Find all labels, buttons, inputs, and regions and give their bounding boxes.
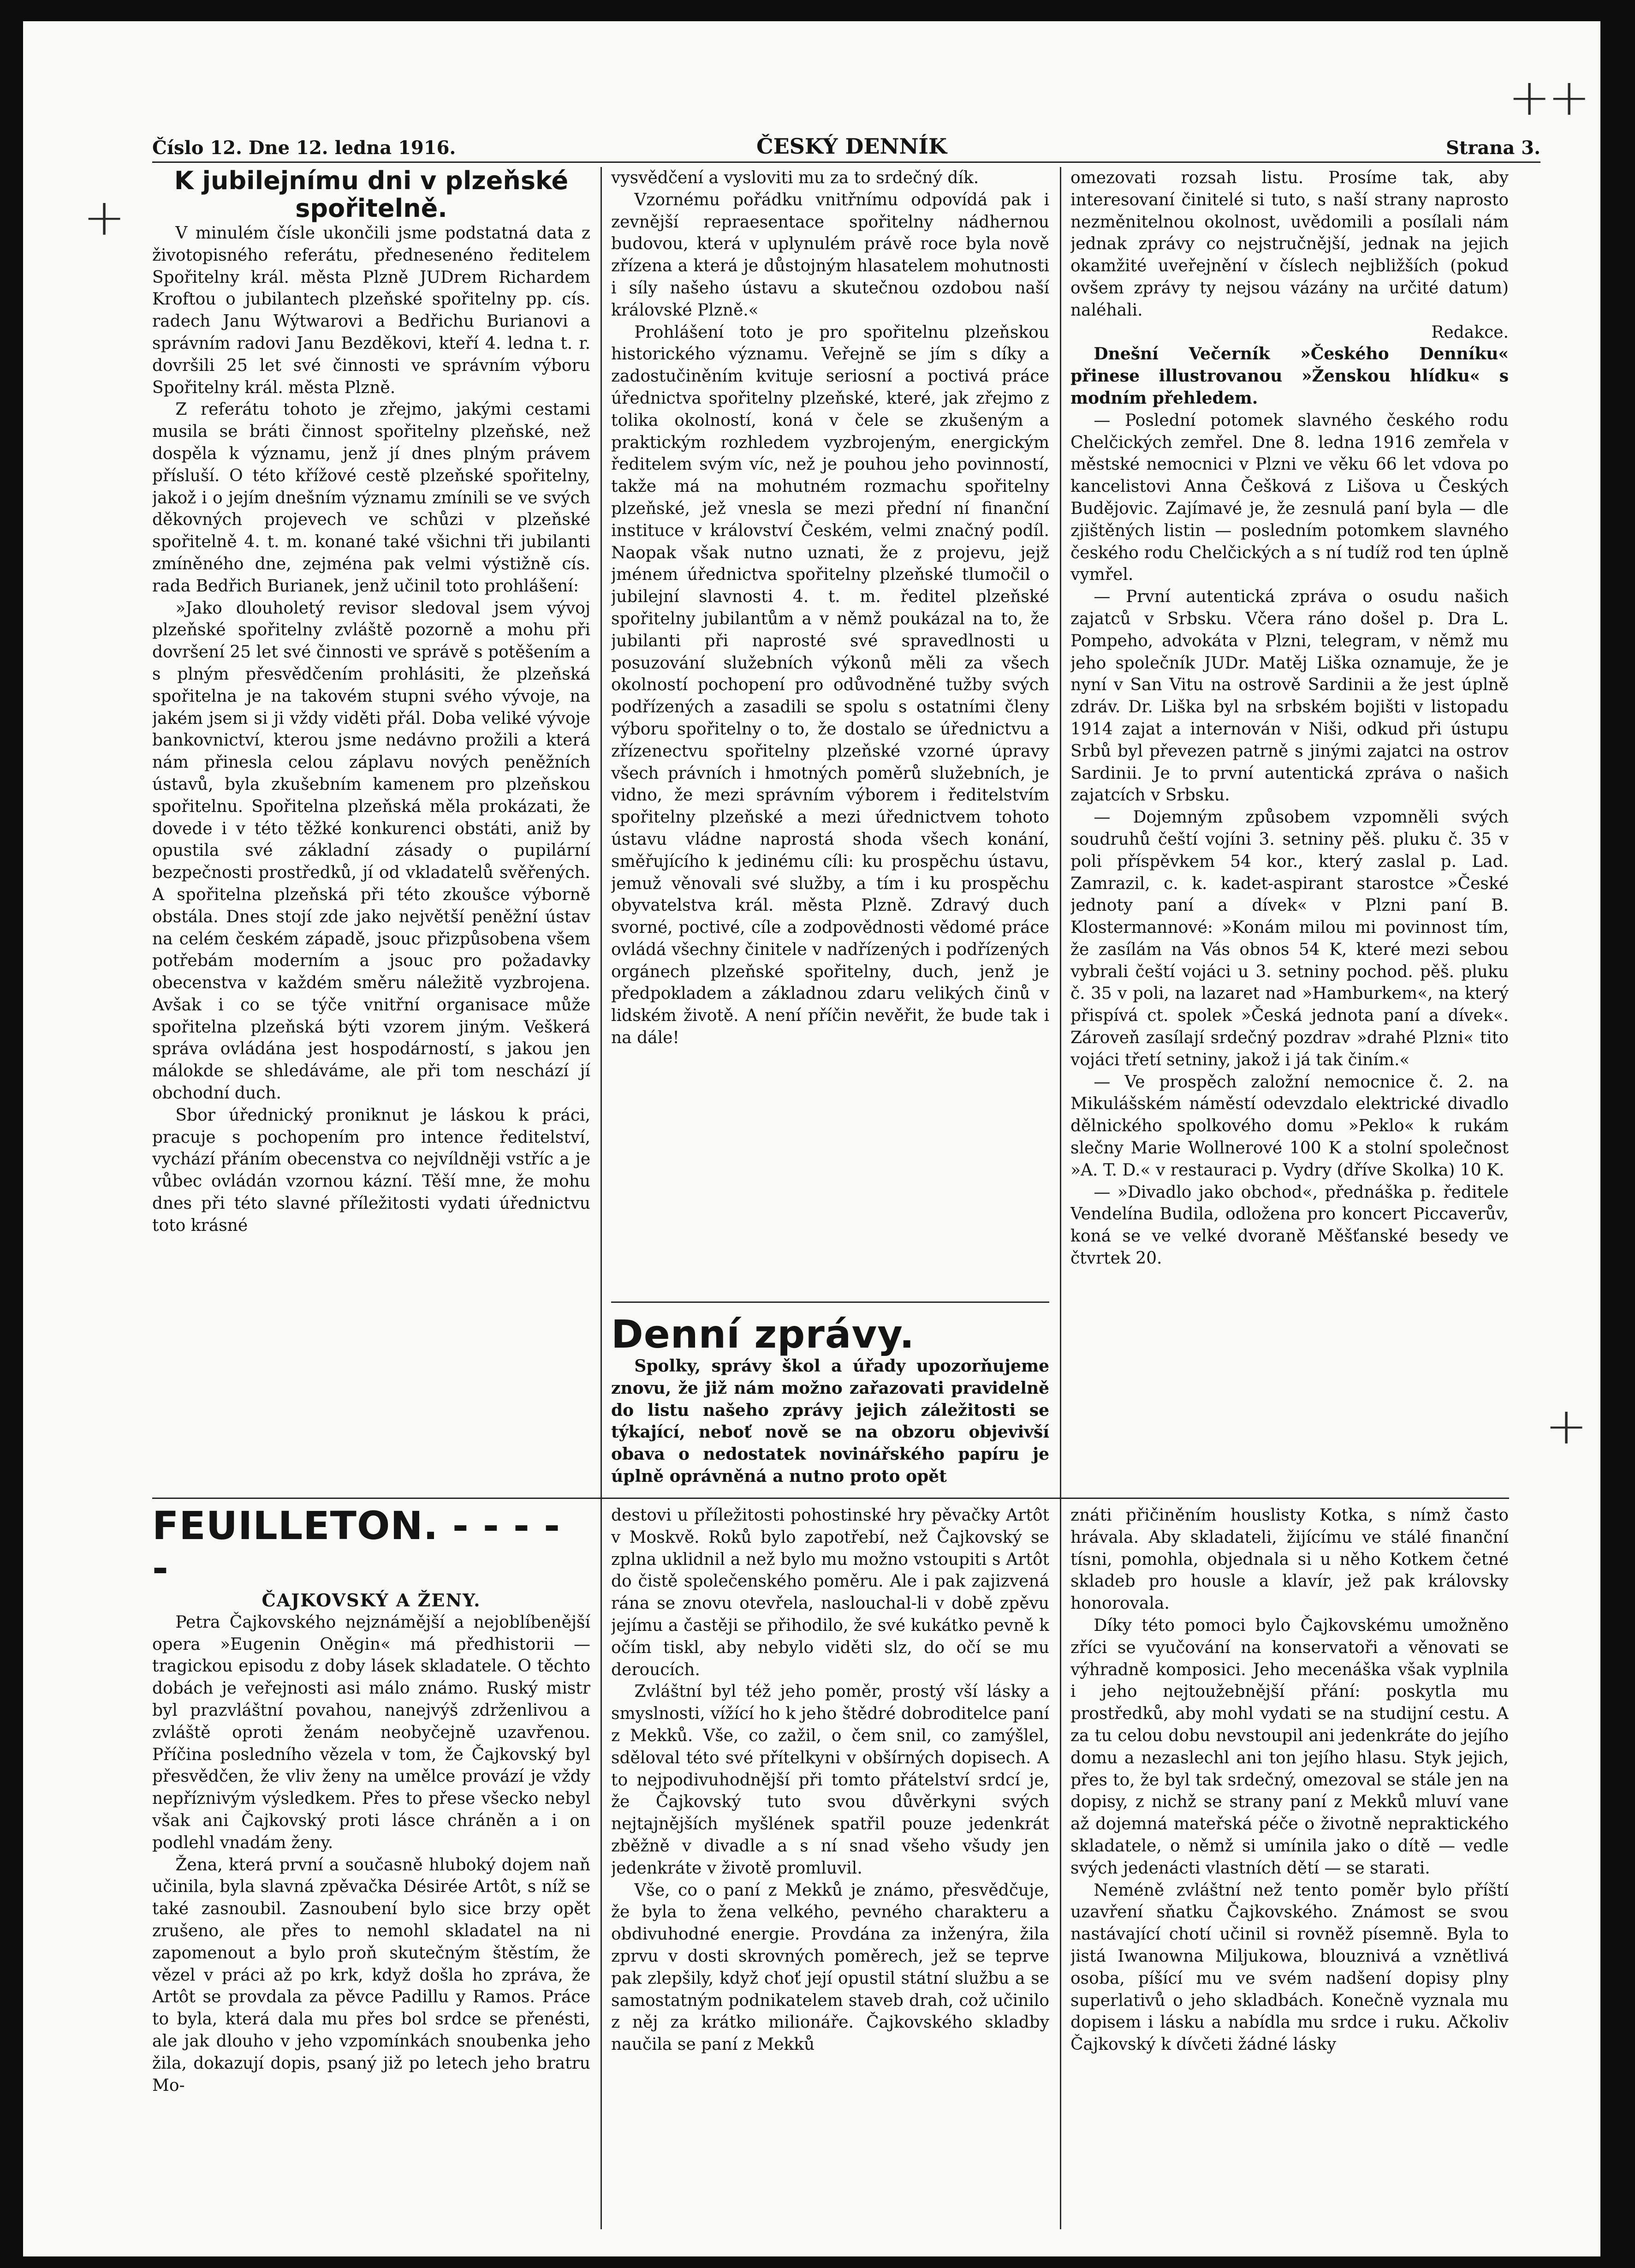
daily-news-column bbox=[1070, 167, 1509, 1491]
jubilee-paragraph: Vzornému pořádku vnitřnímu odpovídá pak i zevnější repraesentace spořitelny nádhernou budovou, která v uplynulém právě roce byla nově zřízena a která je důstojným hlasatelem mohutnosti i síly našeho ústavu a skutečnou ozdobou naší královské Plzně.« bbox=[611, 190, 1049, 320]
feuilleton-paragraph: Díky této pomoci bylo Čajkovskému umožněno zříci se vyučování na konservatoři a věnovati se výhradně komposici. Jeho mecenáška však vyplnila i jeho nejtoužebnější přání: poskytla mu prostředků, aby mohl vydati se na studijní cestu. A za tu celou dobu nevstoupil ani jedenkráte do jejího domu a nezaslechl ani ton jejího hlasu. Styk jejich, přes to, že byl tak srdečný, omezoval se stále jen na dopisy, z nichž se strany paní z Mekků mluví vane až dojemná mateřská péče o životně nepraktického skladatele, o němž si umínila jako o dítě — vedle svých jedenácti vlastních dětí — se starati. bbox=[1070, 1616, 1509, 1878]
news-paragraph: Dnešní Večerník »Českého Denníku« přinese illustrovanou »Ženskou hlídku« s modním přehledem. bbox=[1070, 344, 1509, 408]
section-rule bbox=[611, 1301, 1049, 1303]
jubilee-paragraph: Sbor úřednický proniknut je láskou k práci, pracuje s pochopením pro intence ředitelství, vychází přáním obecenstva co nejvíldněji vstříc a je vůbec ovládán vzornou kázní. Těší mne, že mohu dnes při této slavné příležitosti vydati úřednictvu toto krásné bbox=[152, 1105, 590, 1235]
jubilee-article-continued bbox=[611, 167, 1049, 1295]
feuilleton-column-3 bbox=[1070, 1504, 1509, 2233]
page-mark-left-cross: + bbox=[83, 188, 126, 247]
feuilleton-paragraph: Žena, která první a současně hluboký dojem naň učinila, byla slavná zpěvačka Désirée Artôt, s níž se také zasnoubil. Zasnoubení bylo sice brzy opět zrušeno, ale přes to nemohl skladatel na ni zapomenout a bylo proň skutečným štěstím, že vězel v práci až po krk, když došla ho zpráva, že Artôt se provdala za pěvce Padillu y Ramos. Práce to byla, která dala mu přes bol srdce se přenésti, ale jak dlouho v jeho vzpomínkách snoubenka jeho žila, dokazují dopis, psaný již po letech jeho bratru Mo- bbox=[152, 1855, 590, 2095]
feuilleton-paragraph: destovi u příležitosti pohostinské hry pěvačky Artôt v Moskvě. Roků bylo zapotřebí, než Čajkovský se zplna uklidnil a než bylo mu možno vstoupiti s Artôt do čistě společenského poměru. Ale i pak zajizvená rána se znovu otevřela, naslouchal-li v době zpěvu jejímu a častěji se přihodilo, že své kukátko pevně k očím tiskl, aby nebylo viděti slz, do očí se mu deroucích. bbox=[611, 1506, 1049, 1679]
feuilleton-title: FEUILLETON. - - - - - bbox=[152, 1504, 561, 1591]
news-paragraph: — »Divadlo jako obchod«, přednáška p. ředitele Vendelína Budila, odložena pro koncert Piccaverův, koná se ve velké dvoraně Měšťanské besedy ve čtvrtek 20. bbox=[1070, 1182, 1509, 1268]
jubilee-paragraph: V minulém čísle ukončili jsme podstatná data z životopisného referátu, přednesenéno ředitelem Spořitelny král. města Plzně JUDrem Richardem Kroftou o jubilantech plzeňské spořitelny pp. cís. radech Janu Wýtwarovi a Bedřichu Burianovi a správním radovi Janu Bezděkovi, kteří 4. ledna t. r. dovršili 25 let své činnosti ve správním výboru Spořitelny král. města Plzně. bbox=[152, 224, 590, 397]
feuilleton-rule bbox=[152, 1498, 1509, 1499]
daily-news-section bbox=[611, 1313, 1049, 1491]
jubilee-paragraph: Z referátu tohoto je zřejmo, jakými cestami musila se bráti činnost spořitelny plzeňské, než dospěla k významu, jenž jí dnes plným právem přísluší. O této křížové cestě plzeňské spořitelny, jakož i o jejím dnešním významu zmínili se ve svých děkovných projevech ve schůzi v plzeňské spořitelně 4. t. m. konané také všichni tři jubilanti zmíněného dne, zejména pak velmi výstižně cís. rada Bedřich Burianek, jenž učinil toto prohlášení: bbox=[152, 400, 590, 596]
daily-news-intro: Spolky, správy škol a úřady upozorňujeme znovu, že již nám možno zařazovati pravidelně do listu našeho zprávy jejich záležitosti se týkající, neboť nově se na obzoru objevivší obava o nedostatek novinářského papíru je úplně oprávněná a nutno proto opět bbox=[611, 1356, 1049, 1486]
page-mark-right-cross: + bbox=[1545, 1397, 1588, 1456]
feuilleton-column-1 bbox=[152, 1504, 590, 2233]
newspaper-page bbox=[23, 21, 1600, 2256]
page-header bbox=[152, 134, 1540, 163]
column-rule bbox=[600, 167, 602, 2229]
news-paragraph: — Poslední potomek slavného českého rodu Chelčických zemřel. Dne 8. ledna 1916 zemřela v městské nemocnici v Plzni ve věku 66 let vdova po kancelistovi Anna Češková z Lišova u Českých Budějovic. Zajímavé je, že zesnulá paní byla — dle zjištěných listin — posledním potomkem slavného českého rodu Chelčických a s ní tudíž rod ten úplně vymřel. bbox=[1070, 411, 1509, 585]
news-paragraph: — Dojemným způsobem vzpomněli svých soudruhů čeští vojíni 3. setniny pěš. pluku č. 35 v poli příspěvkem 54 kor., který zaslal p. Lad. Zamrazil, c. k. kadet-aspirant starostce »České jednoty paní a dívek« v Plzni paní B. Klostermannové: »Konám milou mi povinnost tím, že zasílám na Vás obnos 54 K, které mezi sebou vybrali čeští vojáci u 3. setniny pochod. pěš. pluku č. 35 v poli, na lazaret nad »Hamburkem«, na který přispívá ct. spolek »Česká jednota paní a dívek«. Zároveň zasílají srdečný pozdrav »drahé Plzni« tito vojáci třetí setniny, jakož i já tak činím.« bbox=[1070, 808, 1509, 1069]
feuilleton-column-2 bbox=[611, 1504, 1049, 2233]
jubilee-headline: K jubilejnímu dni v plzeňské spořitelně. bbox=[174, 167, 569, 223]
jubilee-paragraph: Prohlášení toto je pro spořitelnu plzeňskou historického významu. Veřejně se jím s díky a zadostučiněním kvituje seriosní a poctivá práce úřednictva spořitelny plzeňské, které, jak zřejmo z tolika okolností, koná v čele se zkušeným a praktickým rozhledem vyzbrojeným, energickým ředitelem svým víc, než je pouhou jeho povinností, takže má na mohutném rozmachu spořitelny plzeňské, jež vnesla se mezi přední ní finanční instituce v království Českém, velmi značný podíl. Naopak však nutno uznati, že z projevu, jejž jménem úřednictva spořitelny plzeňské tlumočil o jubilejní slavnosti 4. t. m. ředitel plzeňské spořitelny jubilantům a v němž poukázal na to, že jubilanti při naprosté své spravedlnosti u posuzování služebních výkonů měli za všech okolností pochopení pro odůvodněné tužby svých podřízených a zasadili se spolu s ostatními členy výboru spořitelny o to, že dostalo se úřednictvu a zřízenectvu spořitelny plzeňské vzorné úpravy všech právních i hmotných poměrů služebních, je vidno, že mezi správním výborem i ředitelstvím spořitelny plzeňské a mezi úřednictvem tohoto ústavu vládne naprostá shoda všech konání, směřujícího k jedinému cíli: ku prospěchu ústavu, jemuž věnovali své služby, a tím i ku prospěchu obyvatelstva král. města Plzně. Zdravý duch svorné, poctivé, cíle a zodpovědnosti vědomé práce ovládá všechny činitele v nadřízených i podřízených orgánech plzeňské spořitelny, duch, jenž je předpokladem a základnou zdaru velikých činů v lidském životě. A není příčin nevěřit, že bude tak i na dále! bbox=[611, 322, 1049, 1048]
jubilee-paragraph: »Jako dlouholetý revisor sledoval jsem vývoj plzeňské spořitelny zvláště pozorně a mohu při dovršení 25 let své činnosti ve správě s potěšením a s plným přesvědčením prohlásiti, že plzeňská spořitelna je na takovém stupni svého vývoje, na jakém jsem si ji vždy viděti přál. Doba veliké vývoje bankovnictví, kterou jsme nedávno prožili a která nám přinesla celou záplavu nových peněžních ústavů, byla zkušebním kamenem pro plzeňskou spořitelnu. Spořitelna plzeňská měla prokázati, že dovede i v této těžké konkurenci obstáti, aniž by opustila své základní zásady o pupilární bezpečnosti prostředků, jí od vkladatelů svěřených. A spořitelna plzeňská při této zkoušce výborně obstála. Dnes stojí zde jako největší peněžní ústav na celém českém západě, jsouc přizpůsobena všem potřebám moderním a jsouc pro požadavky obecenstva v každém směru náležitě vyzbrojena. Avšak i co se týče vnitřní organisace může spořitelna plzeňská býti vzorem jiným. Veškerá správa ovládána jest hospodárností, s jakou jen málokde se shledáváme, ale při tom neschází jí obchodní duch. bbox=[152, 598, 590, 1103]
editorial-signature: Redakce. bbox=[1431, 322, 1509, 342]
feuilleton-paragraph: znáti přičiněním houslisty Kotka, s nímž často hrávala. Aby skladateli, žijícímu ve stálé finanční tísni, pomohla, objednala si u něho Kotkem četné skladeb pro housle a klavír, jež pak královsky honorovala. bbox=[1070, 1506, 1509, 1613]
news-paragraph: — První autentická zpráva o osudu našich zajatců v Srbsku. Včera ráno došel p. Dra L. Pompeho, advokáta v Plzni, telegram, v němž mu jeho společník JUDr. Matěj Liška oznamuje, že je nyní v San Vitu na ostrově Sardinii a že jest úplně zdráv. Dr. Liška byl na srbském bojišti v listopadu 1914 zajat a internován v Niši, odkud při ústupu Srbů byl převezen patrně s jinými zajatci na ostrov Sardinii. Je to první autentická zpráva o našich zajatcích v Srbsku. bbox=[1070, 587, 1509, 805]
issue-date: Číslo 12. Dne 12. ledna 1916. bbox=[152, 137, 456, 159]
page-number: Strana 3. bbox=[1445, 137, 1540, 159]
feuilleton-paragraph: Vše, co o paní z Mekků je známo, přesvědčuje, že byla to žena velkého, pevného charakteru a obdivuhodné energie. Provdána za inženýra, žila zprvu v dosti skrovných poměrech, jež se teprve pak zlepšily, když choť její opustil státní službu a se samostatným podnikatelem staveb drah, což učinilo z něj za krátko milionáře. Čajkovského skladby naučila se paní z Mekků bbox=[611, 1880, 1049, 2054]
feuilleton-paragraph: Neméně zvláštní než tento poměr bylo příští uzavření sňatku Čajkovského. Známost se svou nastávající chotí učinil si rovněž písemně. Byla to jistá Iwanowna Miljukowa, blouznivá a vznětlivá osoba, píšící mu ve svém nadšení dopisy plny superlativů o jeho skladbách. Konečně vyznala mu dopisem i lásku a nabídla mu srdce i ruku. Ačkoliv Čajkovský k dívčeti žádné lásky bbox=[1070, 1880, 1509, 2054]
feuilleton-subtitle: ČAJKOVSKÝ A ŽENY. bbox=[262, 1590, 481, 1611]
column-rule bbox=[1060, 167, 1061, 2229]
news-paragraph: — Ve prospěch založní nemocnice č. 2. na Mikulášském náměstí odevzdalo elektrické divadlo dělnického spolkového domu »Peklo« k rukám slečny Marie Wollnerové 100 K a stolní společnost »A. T. D.« v restauraci p. Vydry (dříve Skolka) 10 K. bbox=[1070, 1072, 1509, 1180]
feuilleton-paragraph: Zvláštní byl též jeho poměr, prostý vší lásky a smyslnosti, vížící ho k jeho štědré dobroditelce paní z Mekků. Vše, co zažil, o čem snil, co zamýšlel, sděloval této své přítelkyni v obšírných dopisech. A to nejpodivuhodnější při tomto přátelství srdcí je, že Čajkovský tuto svou důvěrkyni svých nejtajnějších myšlének spatřil pouze jedenkrát zběžně v divadle a s ní snad všeho všudy jen jedenkráte v životě promluvil. bbox=[611, 1682, 1049, 1878]
jubilee-paragraph: vysvědčení a vysloviti mu za to srdečný dík. bbox=[611, 168, 979, 187]
news-paragraph: omezovati rozsah listu. Prosíme tak, aby interesovaní činitelé si tuto, s naší strany naprosto nezměnitelnou okolnost, uvědomili a posílali nám jednak zprávy co nejstručnější, jednak na jejich okamžité uveřejnění v číslech nejbližších (pokud ovšem zprávy ty nejsou vázány na určité datum) naléhali. bbox=[1070, 168, 1509, 320]
newspaper-title: ČESKÝ DENNÍK bbox=[756, 134, 947, 159]
page-mark-top-right: ++ bbox=[1508, 68, 1588, 127]
jubilee-article bbox=[152, 167, 590, 1491]
daily-news-title: Denní zprávy. bbox=[611, 1313, 915, 1357]
feuilleton-paragraph: Petra Čajkovského nejznámější a nejoblíbenější opera »Eugenin Oněgin« má předhistorii — tragickou episodu z doby lásek skladatele. O těchto dobách je veřejnosti asi málo známo. Ruský mistr byl prazvláštní povahou, nanejvýš zdrženlivou a zvláště oproti ženám neobyčejně uzavřenou. Příčina posledního vězela v tom, že Čajkovský byl přesvědčen, že vliv ženy na umělce provází je vždy nepříznivým výsledkem. Přes to přese všecko nebyl však ani Čajkovský proti lásce chráněn a i on podlehl vnadám ženy. bbox=[152, 1612, 590, 1852]
